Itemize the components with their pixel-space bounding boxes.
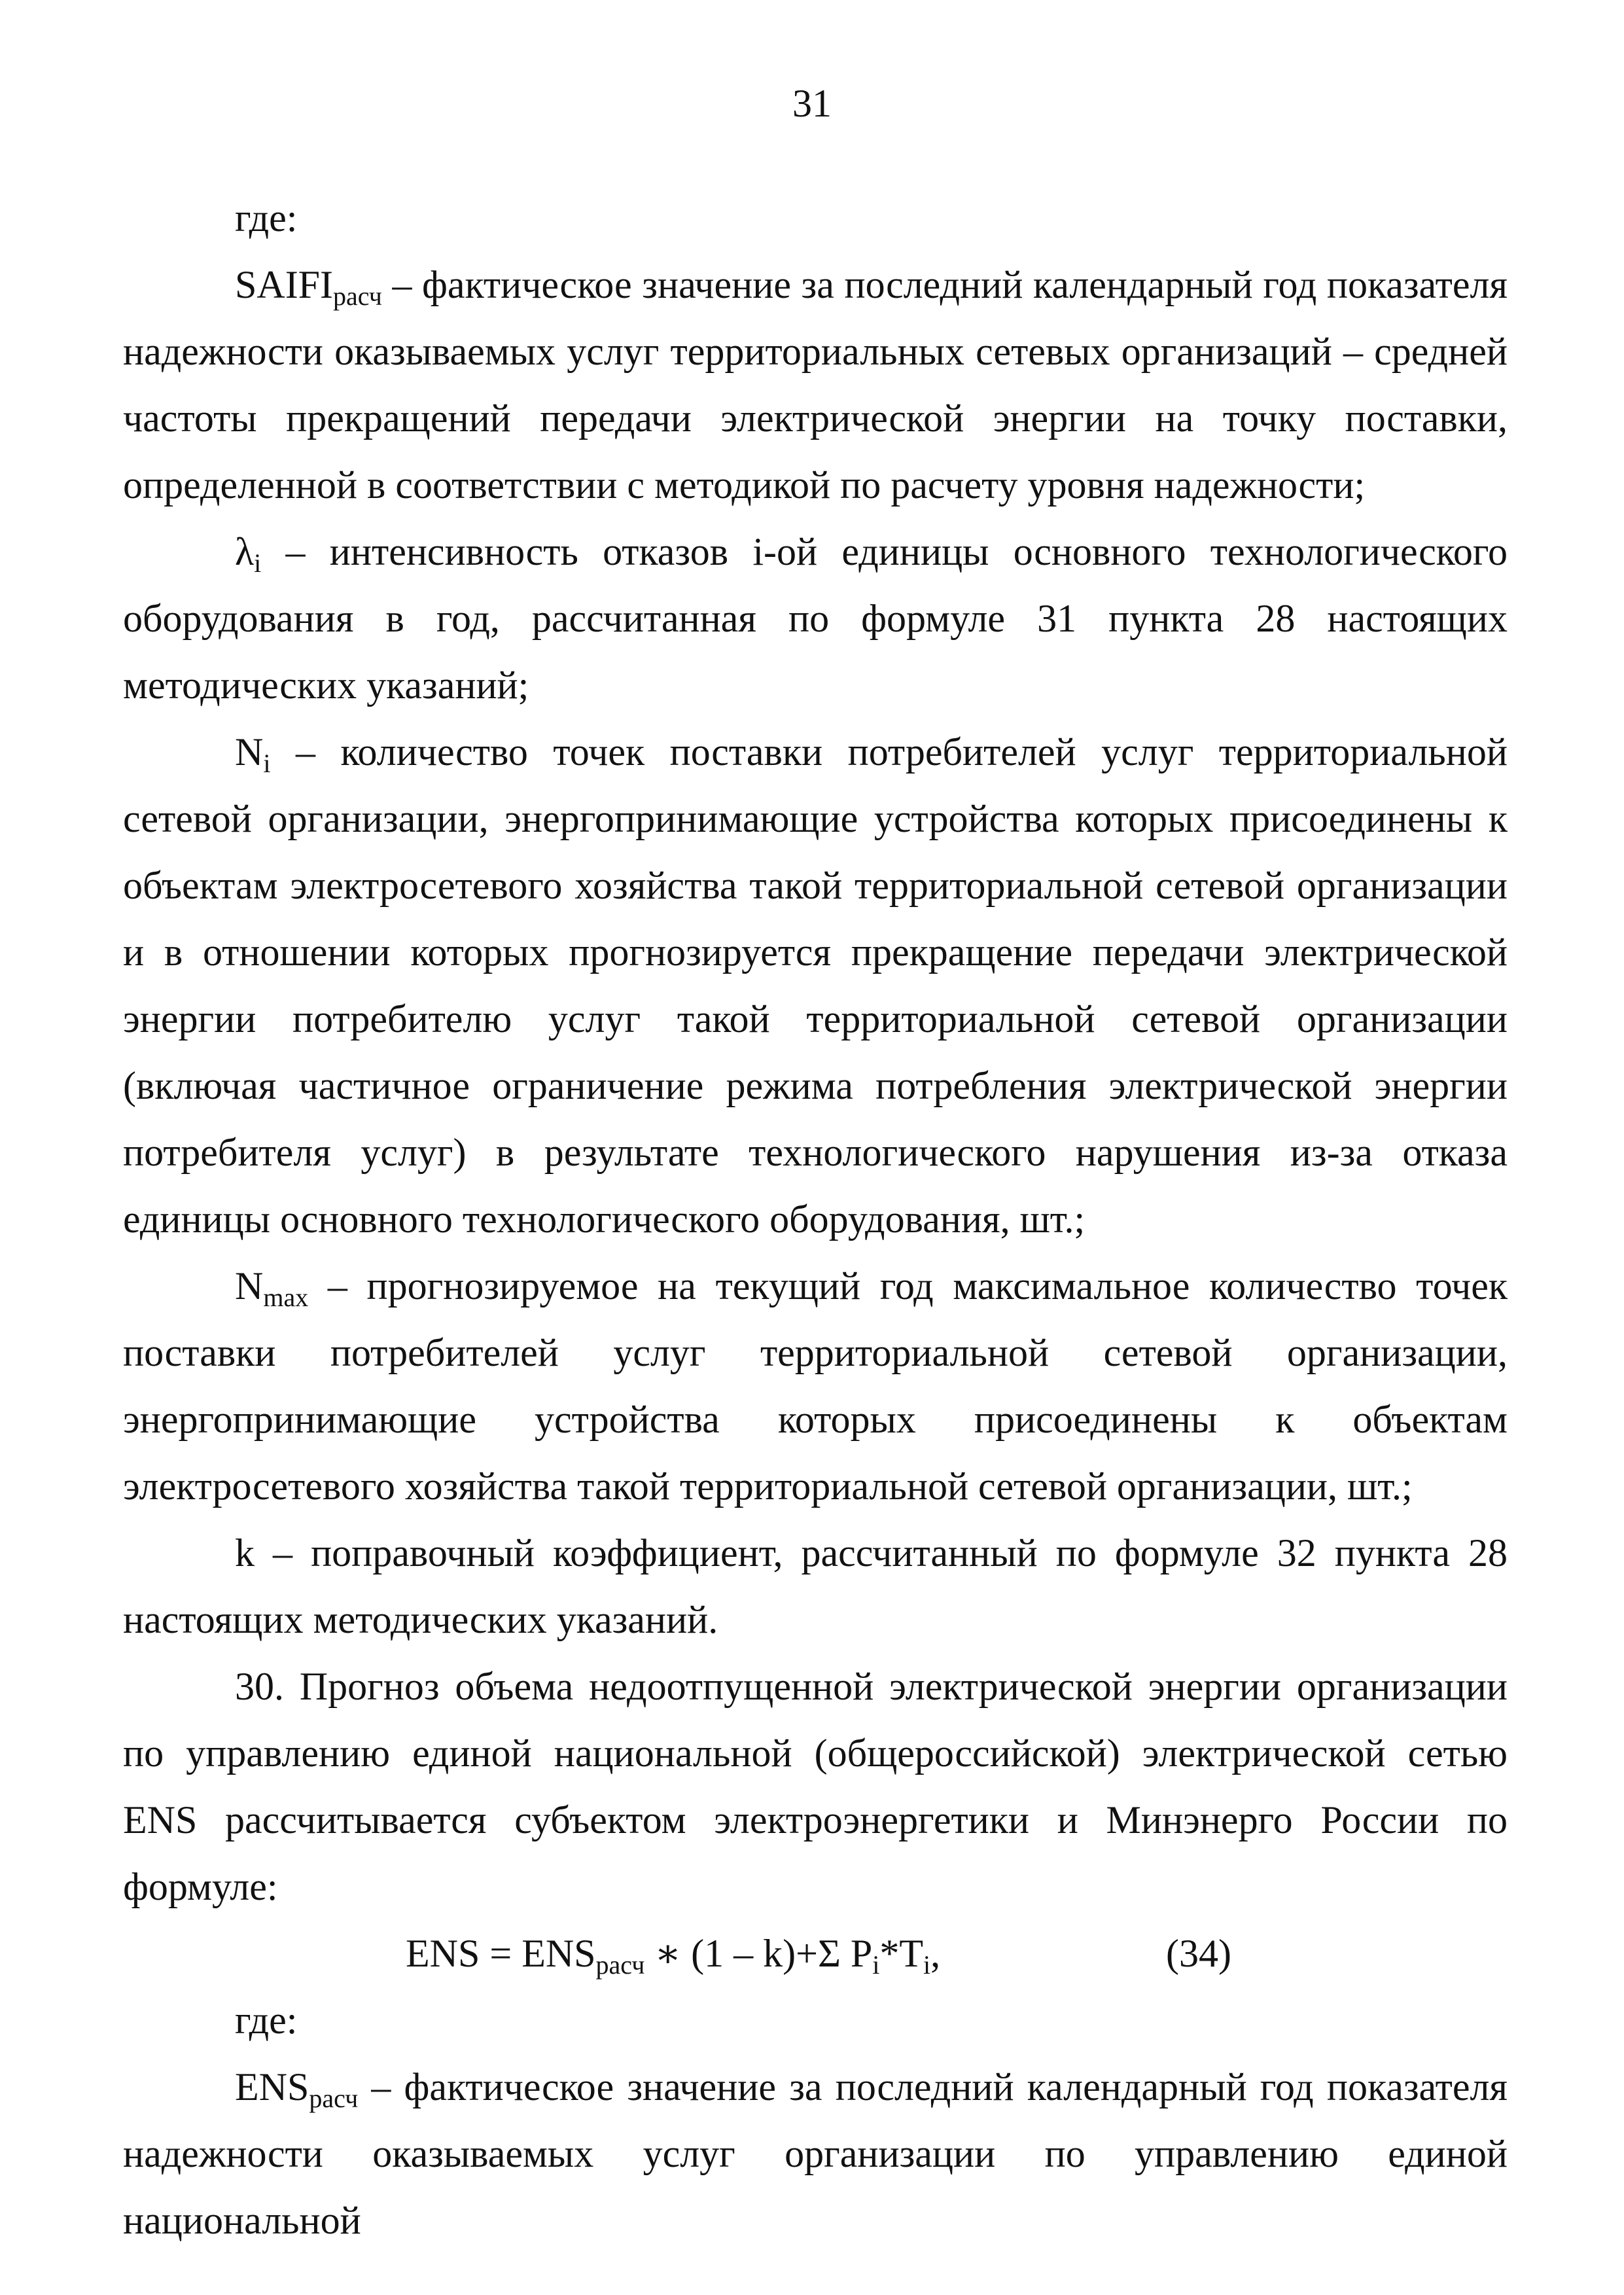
formula-part-3: *T: [879, 1932, 924, 1975]
symbol-lambda-subscript: i: [254, 548, 262, 578]
definition-ni-text: – количество точек поставки потребителей услуг территориальной сетевой организации, энергопринимающие устройства которых присоединены к объектам электросетевого хозяйства такой территориальной сетевой организации и в отношении которых прогнозируется прекращение передачи электрической энергии потребителю услуг такой территориальной сетевой организации (включая частичное ограничение режима потребления электрической энергии потребителя услуг) в результате технологического нарушения из-за отказа единицы основного технологического оборудования, шт.;: [123, 730, 1508, 1241]
symbol-lambda: λ: [235, 530, 255, 573]
formula-sub-1: расч: [595, 1950, 645, 1980]
formula-number: (34): [1166, 1932, 1231, 1975]
definition-saifi: [123, 251, 1508, 518]
definition-saifi-text: – фактическое значение за последний календарный год показателя надежности оказываемых услуг территориальных сетевых организаций – средней частоты прекращений передачи электрической энергии на точку поставки, определенной в соответствии с методикой по расчету уровня надежности;: [123, 263, 1508, 507]
definition-lambda-text: – интенсивность отказов i-ой единицы основного технологического оборудования в год, рассчитанная по формуле 31 пункта 28 настоящих методических указаний;: [123, 530, 1508, 707]
definition-ens: [123, 2054, 1508, 2254]
definition-ens-text: – фактическое значение за последний календарный год показателя надежности оказываемых услуг организации по управлению единой национальной: [123, 2065, 1508, 2242]
formula-part-4: ,: [930, 1932, 941, 1975]
formula-part-2: ∗ (1 – k)+Σ P: [644, 1932, 873, 1975]
definition-nmax-text: – прогнозируемое на текущий год максимальное количество точек поставки потребителей услуг территориальной сетевой организации, энергопринимающие устройства которых присоединены к объектам электросетевого хозяйства такой территориальной сетевой организации, шт.;: [123, 1264, 1508, 1508]
symbol-nmax-subscript: max: [263, 1283, 309, 1313]
symbol-ens-subscript: расч: [309, 2084, 359, 2114]
symbol-saifi: SAIFI: [235, 263, 334, 306]
page-number: 31: [792, 82, 832, 125]
definition-ni: [123, 719, 1508, 1253]
formula-part-1: ENS = ENS: [406, 1932, 596, 1975]
item-30-paragraph: 30. Прогноз объема недоотпущенной электрической энергии организации по управлению единой национальной (общероссийской) электрической сетью ENS рассчитывается субъектом электроэнергетики и Минэнерго России по формуле:: [123, 1665, 1508, 1908]
formula-sub-3: i: [923, 1950, 931, 1980]
where-label-1: где:: [235, 196, 298, 240]
definition-k: k – поправочный коэффициент, рассчитанный по формуле 32 пункта 28 настоящих методических указаний.: [123, 1531, 1508, 1641]
symbol-ens: ENS: [235, 2065, 309, 2108]
formula-34: [123, 1920, 1508, 1987]
symbol-saifi-subscript: расч: [333, 281, 382, 311]
where-label-2: где:: [235, 1999, 298, 2042]
symbol-nmax: N: [235, 1264, 264, 1308]
formula-expression: [406, 1920, 940, 1987]
symbol-ni: N: [235, 730, 264, 774]
definition-nmax: [123, 1253, 1508, 1520]
definition-lambda: [123, 518, 1508, 719]
symbol-ni-subscript: i: [263, 749, 271, 779]
document-body: [123, 185, 1508, 2254]
formula-sub-2: i: [872, 1950, 880, 1980]
